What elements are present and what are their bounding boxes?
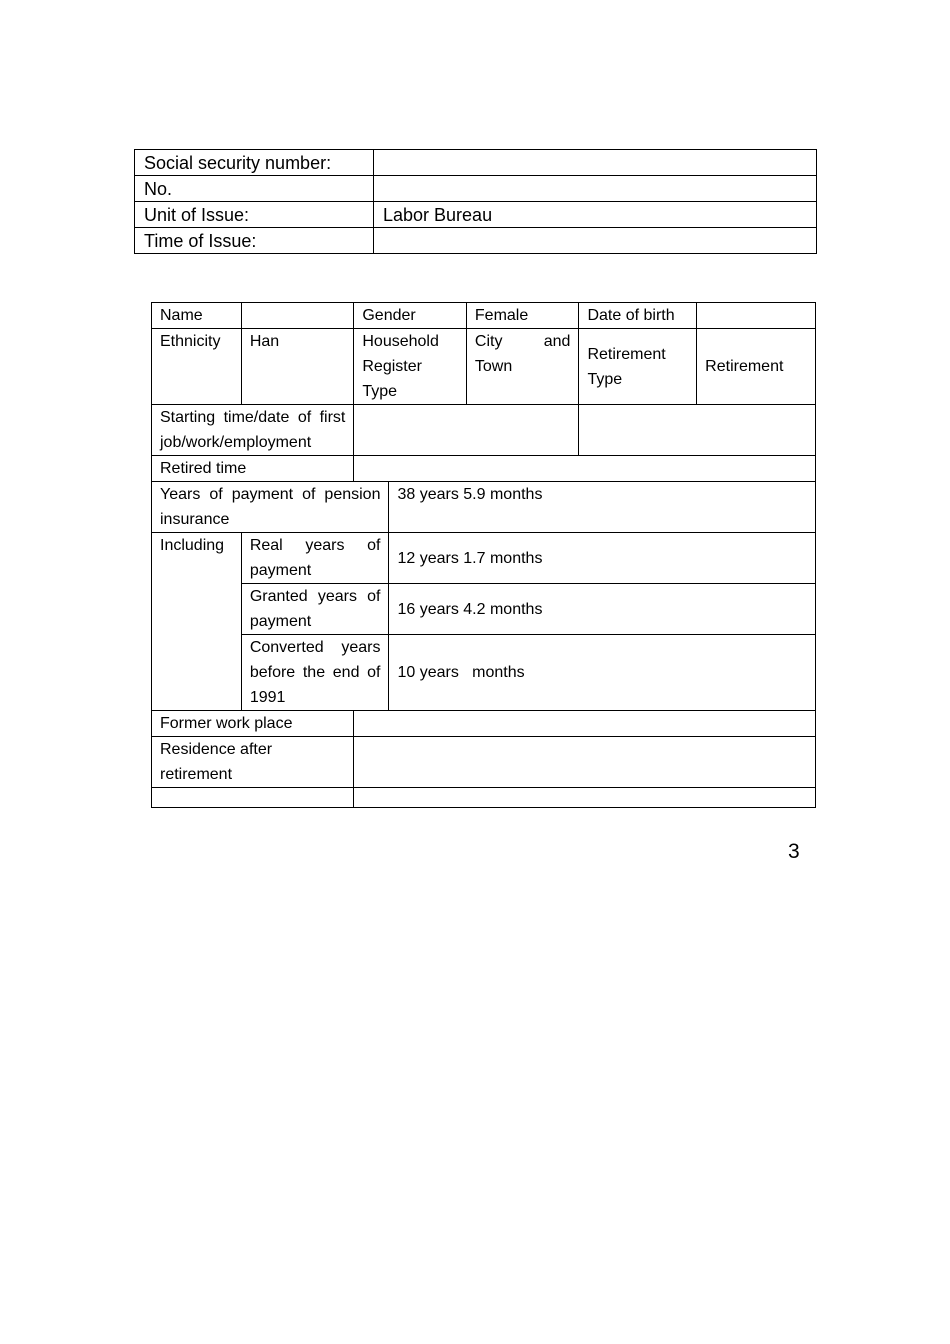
number-value	[374, 176, 817, 202]
blank-label	[152, 788, 354, 808]
retirement-type-value: Retirement	[697, 329, 816, 405]
pension-years-value: 38 years 5.9 months	[389, 482, 816, 533]
former-work-place-value	[354, 711, 816, 737]
ethnicity-label: Ethnicity	[152, 329, 242, 405]
pension-years-label: Years of payment of pension insurance	[152, 482, 389, 533]
first-job-extra	[579, 405, 816, 456]
table-row	[152, 533, 816, 584]
real-years-value: 12 years 1.7 months	[389, 533, 816, 584]
first-job-label: Starting time/date of first job/work/employment	[152, 405, 354, 456]
retired-time-value	[354, 456, 816, 482]
former-work-place-label: Former work place	[152, 711, 354, 737]
name-value	[241, 303, 354, 329]
table-row	[152, 584, 816, 635]
date-of-birth-label: Date of birth	[579, 303, 697, 329]
converted-years-label: Converted years before the end of 1991	[241, 635, 389, 711]
table-row	[152, 482, 816, 533]
number-label: No.	[135, 176, 374, 202]
gender-value: Female	[466, 303, 579, 329]
date-of-birth-value	[697, 303, 816, 329]
converted-years-value: 10 years months	[389, 635, 816, 711]
residence-label: Residence after retirement	[152, 737, 354, 788]
residence-value	[354, 737, 816, 788]
first-job-value	[354, 405, 579, 456]
table-row	[152, 635, 816, 711]
time-of-issue-label: Time of Issue:	[135, 228, 374, 254]
table-row	[152, 303, 816, 329]
retiree-info-table	[151, 302, 816, 808]
unit-of-issue-label: Unit of Issue:	[135, 202, 374, 228]
issuance-table	[134, 149, 817, 254]
blank-value	[354, 788, 816, 808]
social-security-value	[374, 150, 817, 176]
real-years-label: Real years of payment	[241, 533, 389, 584]
table-row	[135, 176, 817, 202]
table-row	[152, 788, 816, 808]
time-of-issue-value	[374, 228, 817, 254]
including-label: Including	[152, 533, 242, 711]
retired-time-label: Retired time	[152, 456, 354, 482]
household-register-type-label: Household Register Type	[354, 329, 467, 405]
table-row	[135, 228, 817, 254]
social-security-label: Social security number:	[135, 150, 374, 176]
table-row	[152, 456, 816, 482]
granted-years-value: 16 years 4.2 months	[389, 584, 816, 635]
table-row	[135, 202, 817, 228]
name-label: Name	[152, 303, 242, 329]
table-row	[152, 405, 816, 456]
household-register-type-value: City and Town	[466, 329, 579, 405]
page-number: 3	[788, 840, 800, 863]
retirement-type-label: Retirement Type	[579, 329, 697, 405]
granted-years-label: Granted years of payment	[241, 584, 389, 635]
table-row	[152, 711, 816, 737]
table-row	[152, 329, 816, 405]
table-row	[135, 150, 817, 176]
table-row	[152, 737, 816, 788]
gender-label: Gender	[354, 303, 467, 329]
ethnicity-value: Han	[241, 329, 354, 405]
unit-of-issue-value: Labor Bureau	[374, 202, 817, 228]
